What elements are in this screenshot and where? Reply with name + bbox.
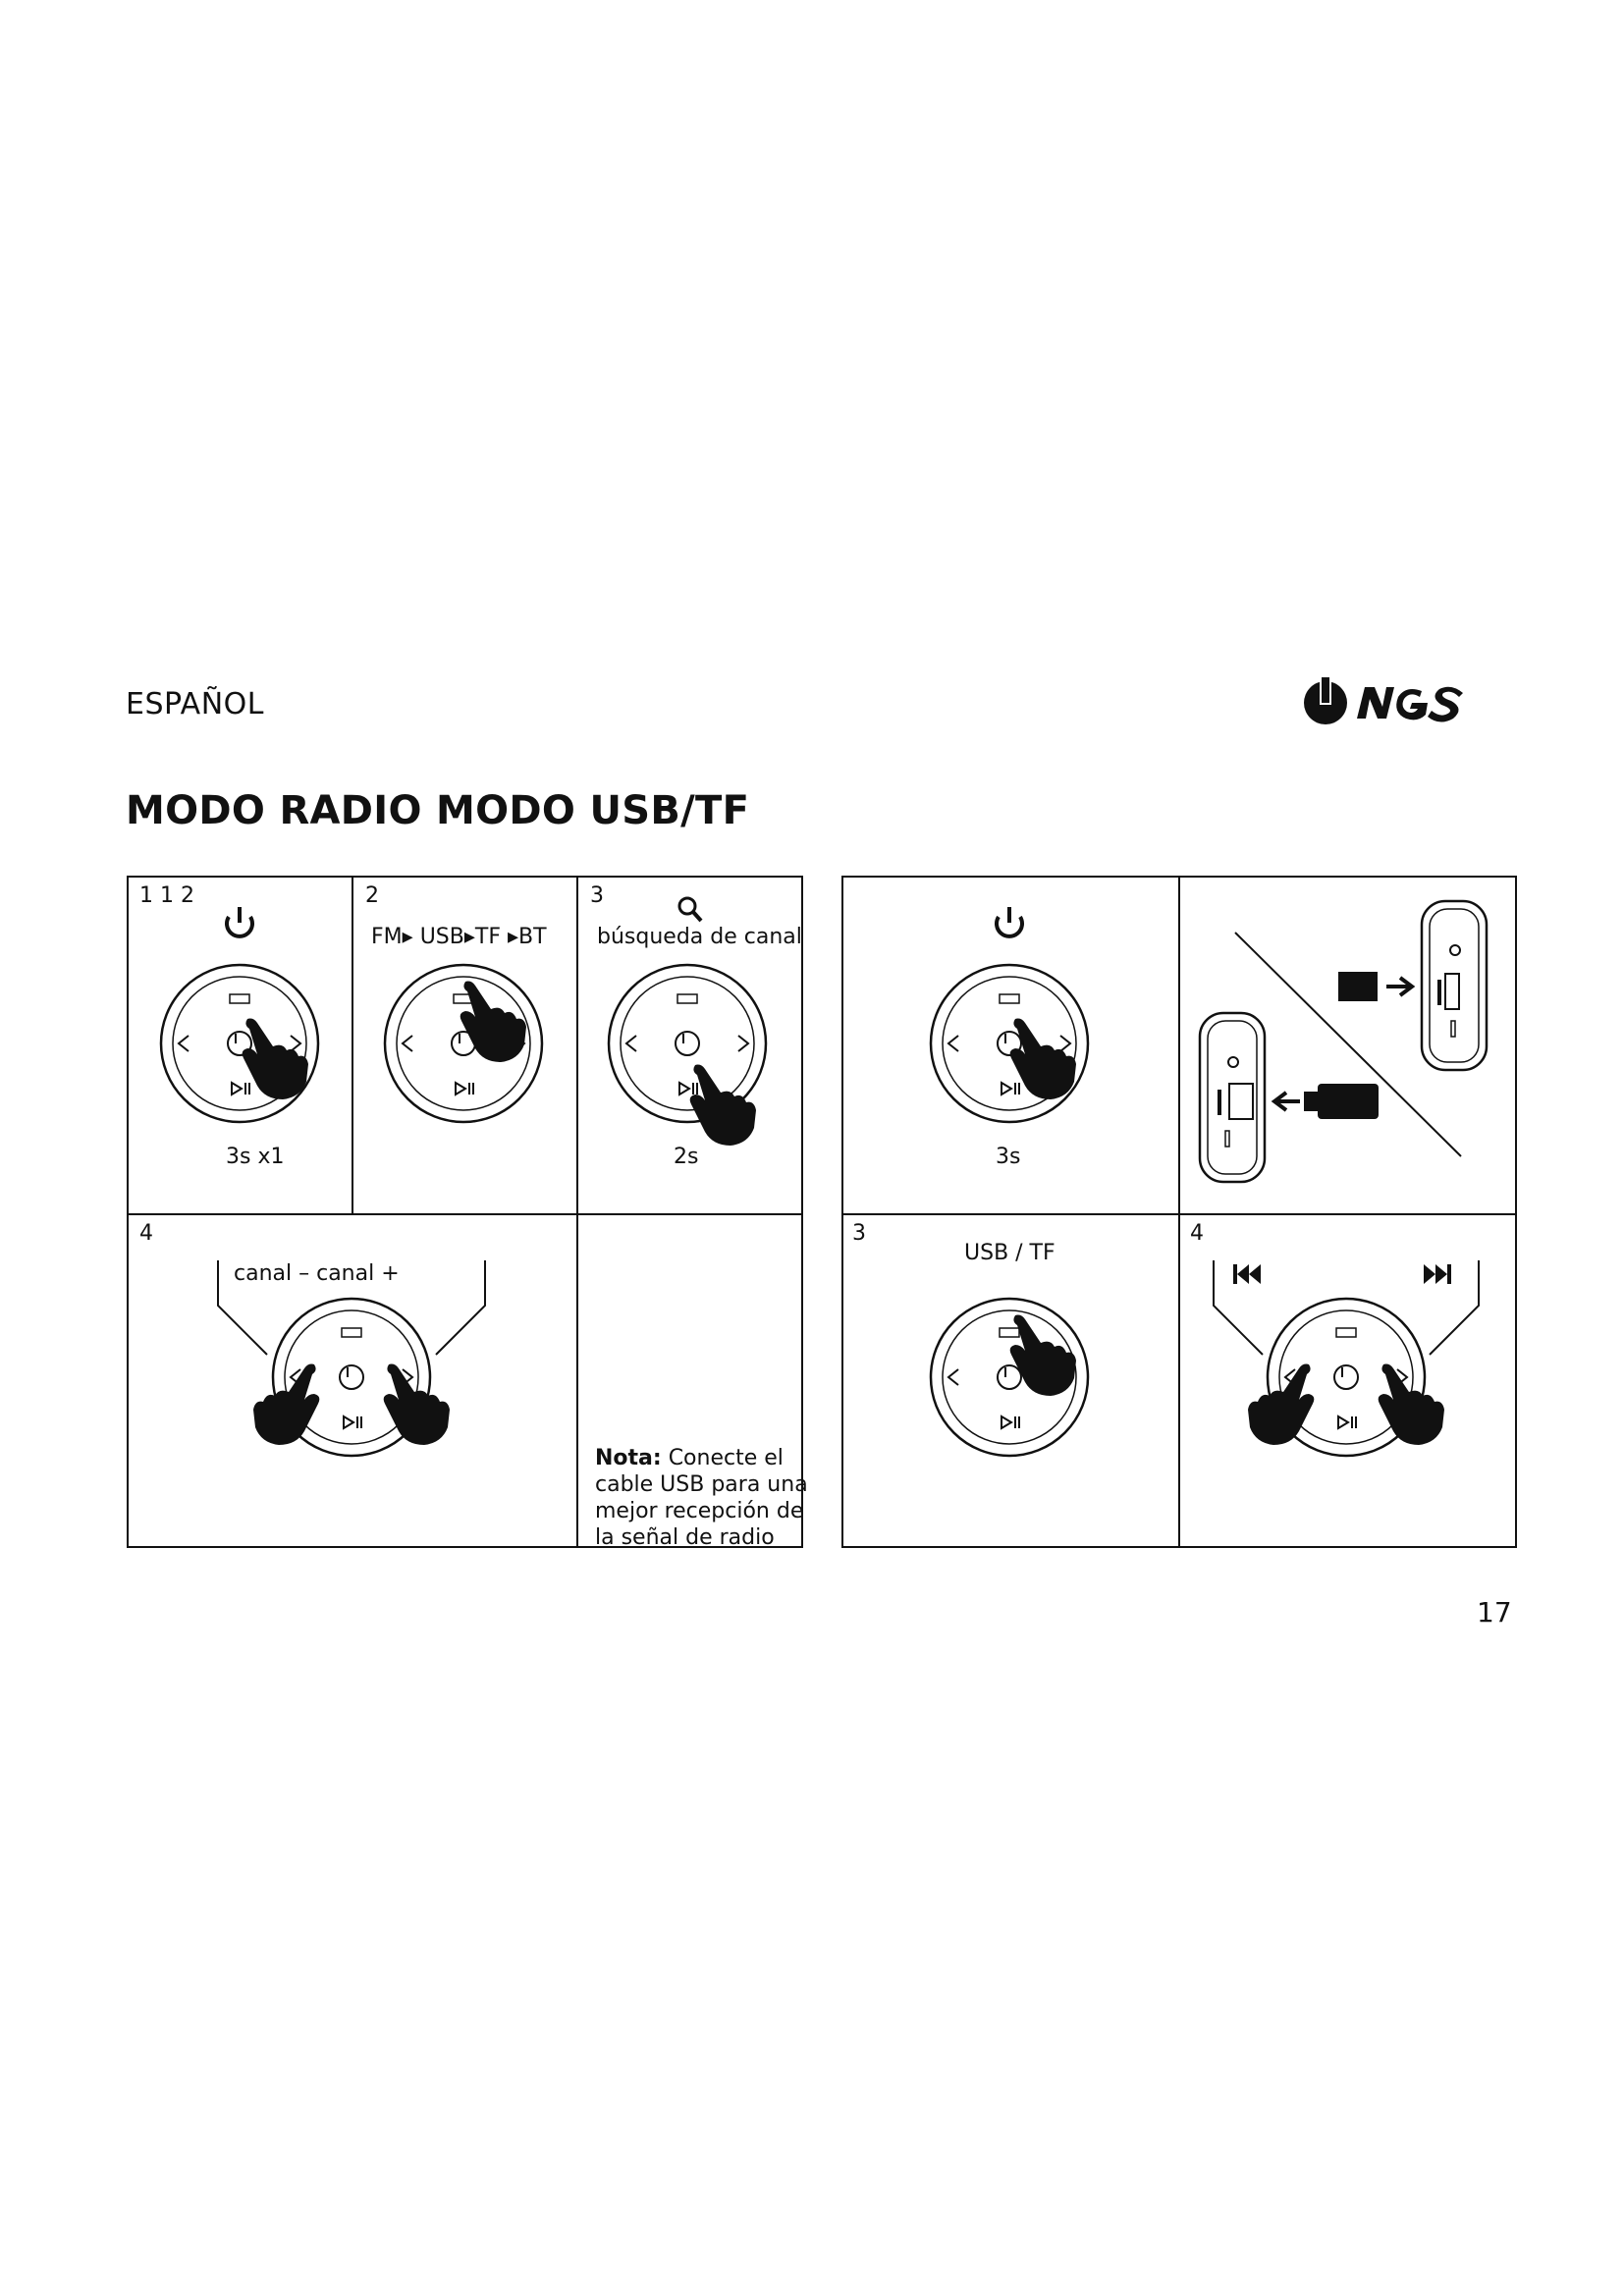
hand-icon xyxy=(1248,1364,1314,1446)
hand-icon xyxy=(460,982,526,1063)
channel-label: canal – canal + xyxy=(234,1261,400,1286)
control-pad xyxy=(161,965,318,1122)
hand-icon xyxy=(253,1364,319,1446)
hand-icon xyxy=(243,1019,308,1100)
step-number: 1 1 2 xyxy=(139,883,194,908)
hand-icon xyxy=(690,1065,756,1147)
hand-icon xyxy=(384,1364,450,1446)
pointer-line-right xyxy=(436,1260,485,1355)
next-track-icon xyxy=(1424,1264,1451,1284)
search-icon xyxy=(679,898,701,921)
usb-tf-insert-icon xyxy=(1200,901,1487,1182)
hand-icon xyxy=(1379,1364,1444,1446)
usb-tf-label: USB / TF xyxy=(964,1241,1056,1265)
power-icon xyxy=(227,907,252,936)
hold-duration-label: 3s xyxy=(996,1145,1021,1169)
channel-search-label: búsqueda de canal xyxy=(597,925,802,949)
hold-duration-label: 2s xyxy=(674,1145,699,1169)
language-label: ESPAÑOL xyxy=(126,687,264,721)
step-number: 3 xyxy=(590,883,604,908)
step-number: 3 xyxy=(852,1221,866,1246)
page-number: 17 xyxy=(1477,1596,1512,1629)
power-icon xyxy=(997,907,1022,936)
hold-duration-label: 3s x1 xyxy=(226,1145,285,1169)
step-number: 2 xyxy=(365,883,379,908)
usb-grid xyxy=(842,877,1516,1547)
step-number: 4 xyxy=(1190,1221,1204,1246)
step-number: 4 xyxy=(139,1221,153,1246)
mode-sequence: FM▸ USB▸TF ▸BT xyxy=(371,925,547,949)
note-text: Nota: Conecte el cable USB para una mejor recepción de la señal de radio xyxy=(595,1446,808,1550)
page-title: MODO RADIO MODO USB/TF xyxy=(126,788,750,833)
prev-track-icon xyxy=(1233,1264,1261,1284)
control-pad xyxy=(931,965,1088,1122)
